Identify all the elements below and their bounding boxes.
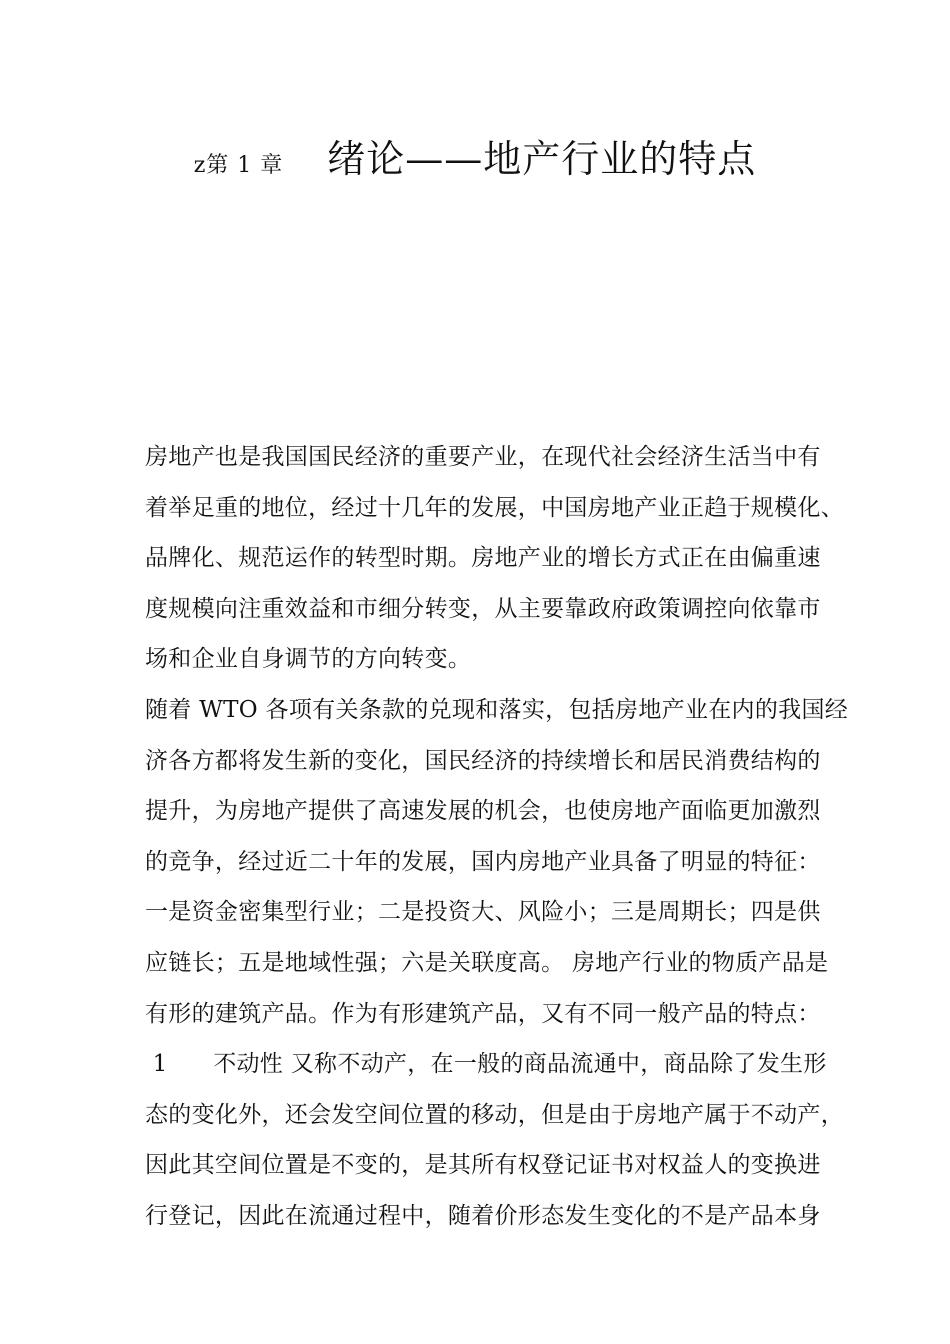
text-line: 提升，为房地产提供了高速发展的机会，也使房地产面临更加激烈	[145, 798, 821, 825]
text-line: 房地产也是我国国民经济的重要产业，在现代社会经济生活当中有	[145, 444, 821, 470]
text-line: 品牌化、规范运作的转型时期。房地产业的增长方式正在由偏重速	[145, 545, 821, 572]
chapter-title: 绪论——地产行业的特点	[327, 137, 757, 181]
body-text	[145, 432, 849, 1242]
list-item-line: 1 不动性 又称不动产，在一般的商品流通中，商品除了发生形	[145, 1051, 827, 1078]
text-line: 随着 WTO 各项有关条款的兑现和落实，包括房地产业在内的我国经	[145, 696, 849, 723]
text-line: 有形的建筑产品。作为有形建筑产品，又有不同一般产品的特点：	[145, 1000, 821, 1027]
text-line: 行登记，因此在流通过程中，随着价形态发生变化的不是产品本身	[145, 1202, 821, 1229]
text-line: 的竞争，经过近二十年的发展，国内房地产业具备了明显的特征：	[145, 848, 821, 875]
chapter-heading	[0, 128, 950, 183]
text-line: 因此其空间位置是不变的，是其所有权登记证书对权益人的变换进	[145, 1152, 821, 1179]
text-line: 态的变化外，还会发空间位置的移动，但是由于房地产属于不动产，	[145, 1101, 844, 1128]
text-line: 度规模向注重效益和市细分转变，从主要靠政府政策调控向依靠市	[145, 595, 821, 622]
text-line: 济各方都将发生新的变化，国民经济的持续增长和居民消费结构的	[145, 747, 821, 774]
text-line: 应链长；五是地域性强；六是关联度高。 房地产行业的物质产品是	[145, 949, 829, 976]
chapter-number: z第 1 章	[193, 153, 284, 178]
text-line: 场和企业自身调节的方向转变。	[145, 646, 472, 673]
text-line: 一是资金密集型行业；二是投资大、风险小；三是周期长；四是供	[145, 899, 821, 926]
text-line: 着举足重的地位，经过十几年的发展，中国房地产业正趋于规模化、	[145, 494, 844, 521]
